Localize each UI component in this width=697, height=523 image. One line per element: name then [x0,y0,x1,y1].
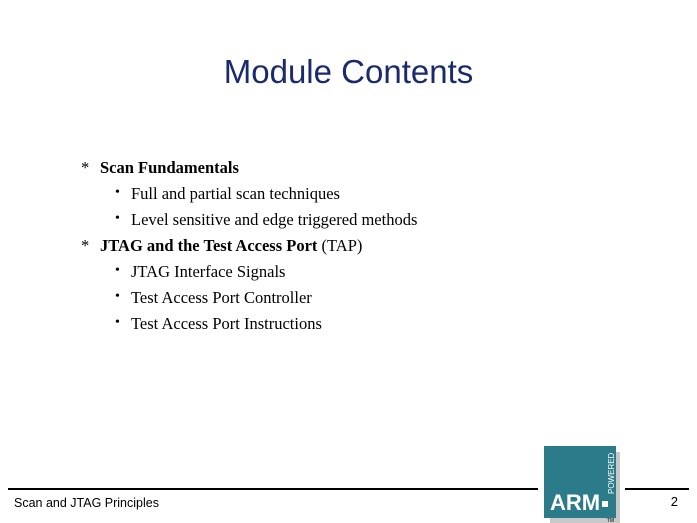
outline-subitem-label: Full and partial scan techniques [131,184,340,203]
outline-item-label-rest: (TAP) [317,236,363,255]
dot-bullet: • [115,263,120,278]
footer-divider [8,488,538,490]
footer-title: Scan and JTAG Principles [14,496,159,510]
outline-item [78,155,658,181]
dot-bullet: • [115,211,120,226]
dot-bullet: • [115,315,120,330]
outline-subitem [78,181,658,207]
outline-subitem-label: Level sensitive and edge triggered methods [131,210,418,229]
outline-subitem-label: Test Access Port Controller [131,288,312,307]
outline-subitem [78,207,658,233]
outline-subitem [78,285,658,311]
outline-subitem [78,259,658,285]
page-number: 2 [670,494,678,509]
asterisk-bullet: * [81,158,90,177]
outline-subitem-label: JTAG Interface Signals [131,262,286,281]
outline-subitem-label: Test Access Port Instructions [131,314,322,333]
logo-trademark: TM [606,518,614,523]
outline-item [78,233,658,259]
asterisk-bullet: * [81,236,90,255]
logo-powered-text: POWERED [607,452,616,494]
footer-divider-right [625,488,689,490]
dot-bullet: • [115,289,120,304]
arm-powered-logo [544,446,620,523]
logo-brand-text: ARM [550,490,601,515]
slide-title: Module Contents [223,53,474,90]
outline-list [78,155,658,337]
outline-item-label: Scan Fundamentals [100,158,239,177]
outline-subitem [78,311,658,337]
dot-bullet: • [115,185,120,200]
logo-square [602,501,608,507]
outline-item-label-bold: JTAG and the Test Access Port [100,236,318,255]
